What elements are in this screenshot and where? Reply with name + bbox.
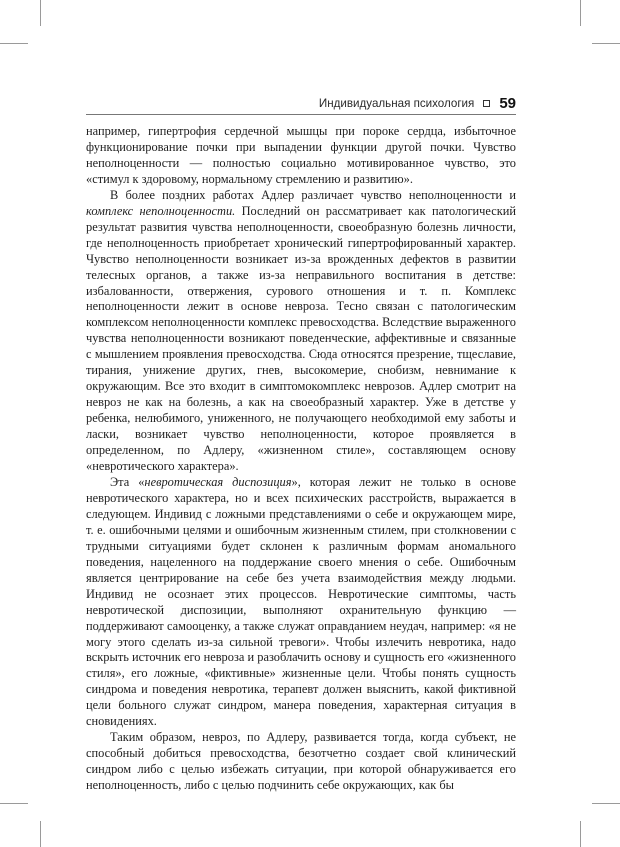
main-text: [86, 124, 516, 794]
crop-mark: [592, 803, 620, 804]
term-emphasis: невротическая диспозиция: [144, 474, 292, 489]
crop-mark: [580, 821, 581, 847]
crop-mark: [0, 43, 28, 44]
running-header-title: Индивидуальная психология: [318, 96, 475, 110]
crop-mark: [0, 803, 28, 804]
paragraph: [86, 124, 516, 188]
crop-mark: [580, 0, 581, 26]
page-number: 59: [499, 94, 516, 112]
text-run: Эта «: [110, 474, 145, 489]
text-run: В более поздних работах Адлер различает чувство неполноценности и: [110, 187, 516, 202]
crop-mark: [40, 0, 41, 26]
paragraph: [86, 475, 516, 730]
paragraph: [86, 188, 516, 475]
header-divider: [86, 114, 516, 115]
square-bullet-icon: [483, 100, 490, 107]
text-run: Таким образом, невроз, по Адлеру, развивается тогда, когда субъект, не способный добиться превосходства, безотчетно создает свой клинический синдром либо с целью избежать ситуации, при которой обнаруживается его неполноценность, либо с целью подчинить себе окружающих, как бы: [86, 730, 516, 793]
crop-mark: [592, 43, 620, 44]
crop-mark: [40, 821, 41, 847]
text-run: например, гипертрофия сердечной мышцы при пороке сердца, избыточное функционирование почки при выпадении функции другой почки. Чувство неполноценности — полностью социально мотивированное чувство, это «стимул к здоровому, нормальному стремлению и развитию».: [86, 124, 516, 186]
text-run: », которая лежит не только в основе невротического характера, но и всех психических расстройств, выражается в следующем. Индивид с ложными представлениями о себе и окружающем мире, т. е. ошибочными целями и ошибочным жизненным стилем, при столкновении с трудными ситуациями будет склонен к различным формам аномального поведения, нацеленного на поддержание своего мнения о себе. Ошибочным является центрирование на себе без учета взаимодействия между людьми. Индивид не осознает этих процессов. Невротические симптомы, часть невротической диспозиции, выполняют охранительную функцию — поддерживают самооценку, а также служат оправданием неудач, например: «я не могу этого сделать из-за сильной тревоги». Чтобы излечить невротика, надо вскрыть источник его невроза и разоблачить основу и сущность его «жизненного стиля», его ложные, «фиктивные» жизненные цели. Чтобы понять сущность синдрома и поведения невротика, терапевт должен выяснить, какой фиктивной цели больного служат синдром, манера поведения, характерная ситуация в сновидениях.: [86, 474, 516, 729]
running-header: [86, 94, 516, 112]
term-emphasis: комплекс неполноценности.: [86, 203, 236, 218]
paragraph: [86, 730, 516, 794]
text-run: Последний он рассматривает как патологический результат развития чувства неполноценности, своеобразную болезнь личности, где неполноценность приобретает хронический гипертрофированный характер. Чувство неполноценности возникает из-за врожденных дефектов в развитии телесных органов, а также из-за неправильного воспитания в детстве: избалованности, отвержения, сурового отношения и т. п. Комплекс неполноценности лежит в основе невроза. Тесно связан с патологическим комплексом неполноценности комплекс превосходства. Вследствие выраженного чувства неполноценности возникают поведенческие, аффективные и связанные с мышлением проявления превосходства. Сюда относятся презрение, тщеславие, тирания, унижение других, гнев, высокомерие, снобизм, невнимание к окружающим. Все это входит в симптомокомплекс неврозов. Адлер смотрит на невроз не как на болезнь, а как на своеобразный характер. Уже в детстве у ребенка, нелюбимого, униженного, не получающего необходимой ему заботы и ласки, возникает чувство неполноценности, которое проявляется в определенном, по Адлеру, «жизненном стиле», составляющем основу «невротического характера».: [86, 203, 516, 474]
